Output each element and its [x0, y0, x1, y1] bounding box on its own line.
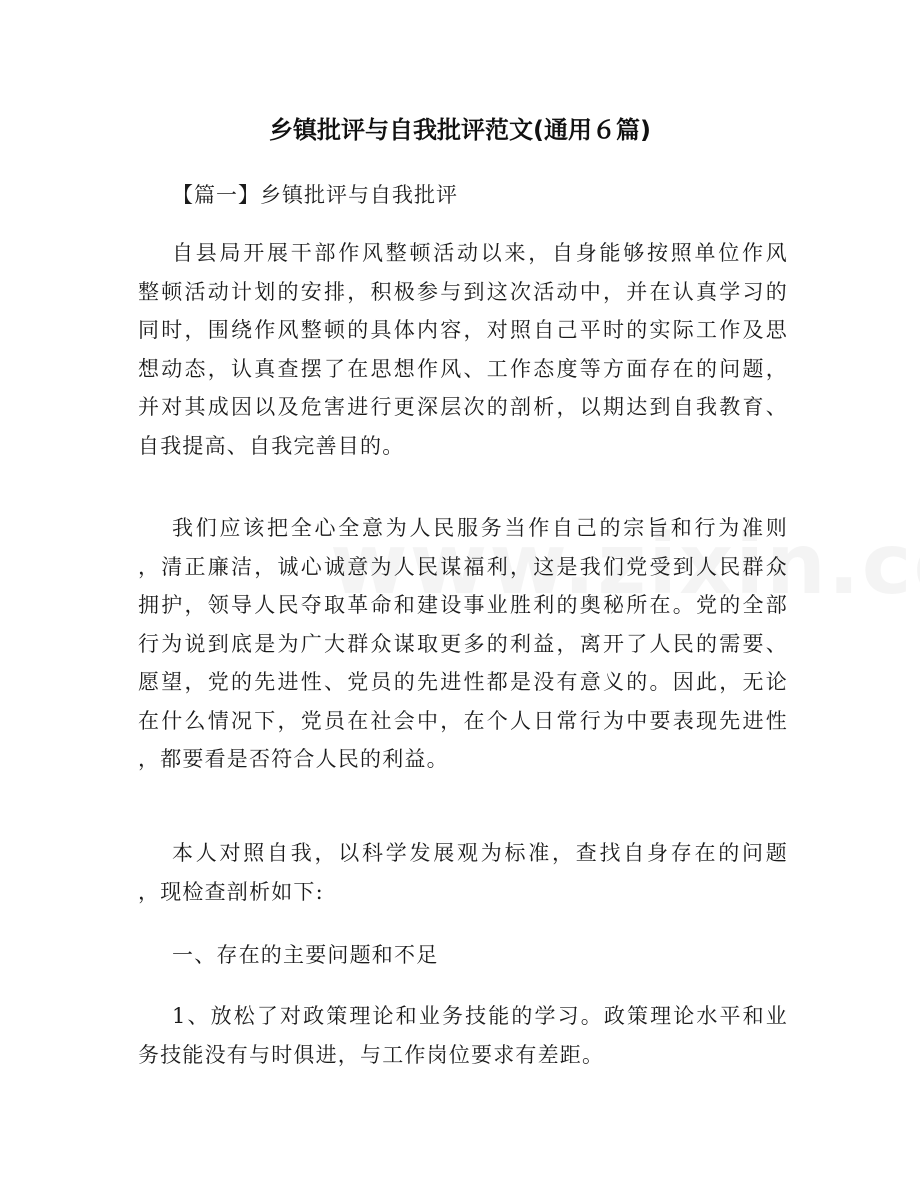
subheading-line: 一、存在的主要问题和不足	[172, 943, 439, 967]
paragraph-1	[138, 234, 788, 465]
paragraph-5	[138, 997, 788, 1074]
paragraph-line: 拥护，领导人民夺取革命和建设事业胜利的奥秘所在。党的全部	[138, 593, 788, 617]
paragraph-line: ，都要看是否符合人民的利益。	[138, 747, 449, 771]
paragraph-line: 行为说到底是为广大群众谋取更多的利益，离开了人民的需要、	[138, 631, 788, 656]
paragraph-line: ，现检查剖析如下:	[138, 879, 324, 904]
paragraph-4	[138, 936, 788, 975]
paragraph-line: 愿望，党的先进性、党员的先进性都是没有意义的。因此，无论	[138, 670, 788, 694]
paragraph-line: 并对其成因以及危害进行更深层次的剖析，以期达到自我教育、	[138, 395, 788, 419]
paragraph-line: 自我提高、自我完善目的。	[138, 433, 405, 458]
paragraph-line: 在什么情况下，党员在社会中，在个人日常行为中要表现先进性	[138, 708, 788, 733]
paragraph-line: 务技能没有与时俱进，与工作岗位要求有差距。	[138, 1042, 605, 1067]
section-heading: 【篇一】乡镇批评与自我批评	[172, 183, 458, 207]
paragraph-line: 我们应该把全心全意为人民服务当作自己的宗旨和行为准则	[172, 516, 788, 540]
paragraph-line: 本人对照自我，以科学发展观为标准，查找自身存在的问题	[172, 841, 788, 865]
paragraph-3	[138, 834, 788, 911]
paragraph-line: ，清正廉洁，诚心诚意为人民谋福利，这是我们党受到人民群众	[138, 554, 788, 579]
paragraph-2	[138, 509, 788, 779]
paragraph-line: 想动态，认真查摆了在思想作风、工作态度等方面存在的问题，	[138, 356, 788, 381]
document-title: 乡镇批评与自我批评范文(通用６篇)	[269, 116, 651, 144]
paragraph-line: 1、放松了对政策理论和业务技能的学习。政策理论水平和业	[172, 1004, 788, 1028]
paragraph-line: 整顿活动计划的安排，积极参与到这次活动中，并在认真学习的	[138, 279, 788, 304]
paragraph-line: 同时，围绕作风整顿的具体内容，对照自己平时的实际工作及思	[138, 318, 788, 342]
paragraph-line: 自县局开展干部作风整顿活动以来，自身能够按照单位作风	[172, 241, 788, 265]
